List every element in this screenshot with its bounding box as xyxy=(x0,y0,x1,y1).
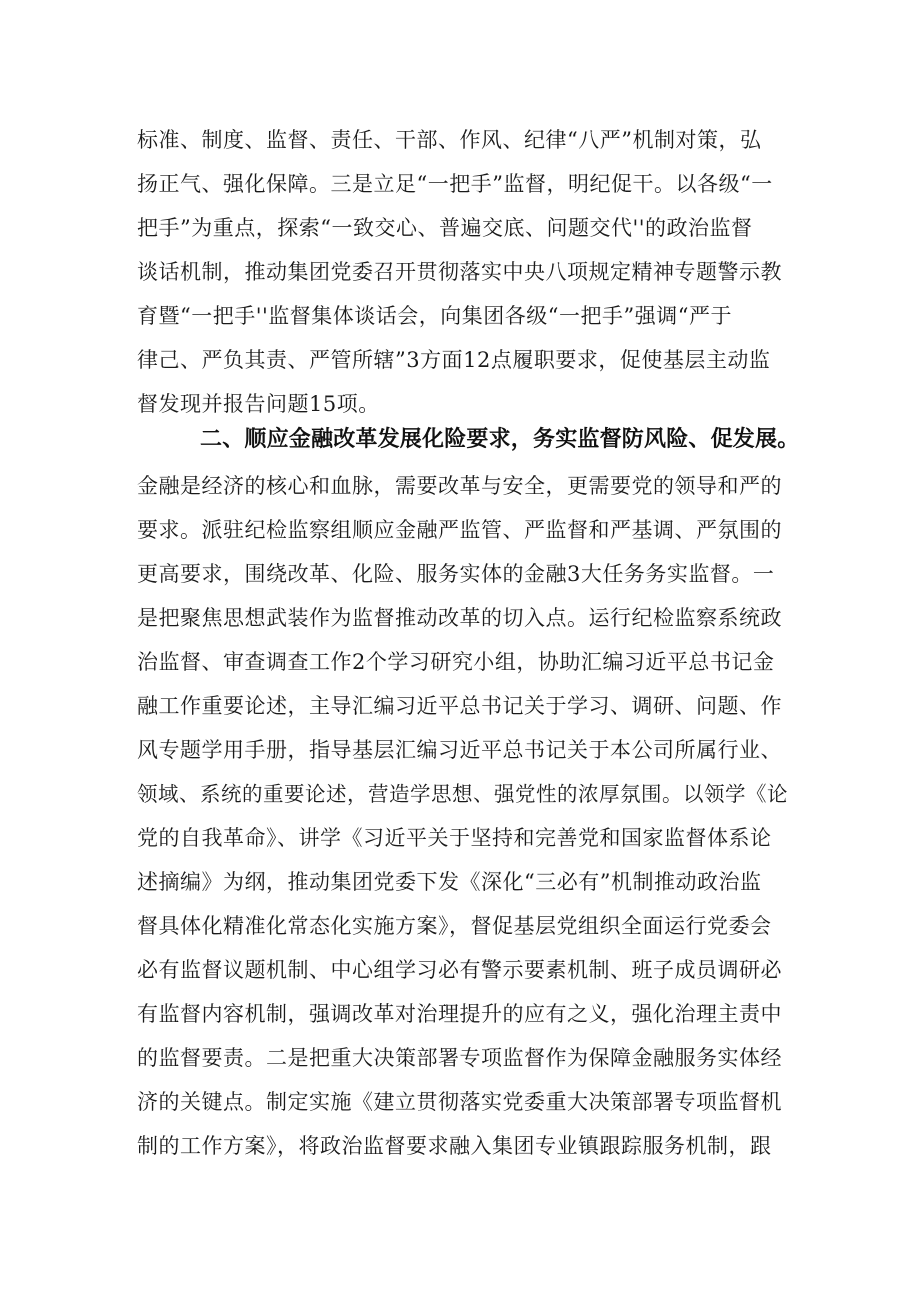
text-line: 更高要求，围绕改革、化险、服务实体的金融3大任务务实监督。一 xyxy=(137,562,775,586)
text-line: 督具体化精准化常态化实施方案》，督促基层党组织全面运行党委会 xyxy=(137,914,772,938)
text-line: 要求。派驻纪检监察组顺应金融严监管、严监督和严基调、严氛围的 xyxy=(137,518,782,542)
text-line: 把手”为重点，探索“一致交心、普遍交底、问题交代''的政治监督 xyxy=(137,216,753,240)
text-line: 融工作重要论述，主导汇编习近平总书记关于学习、调研、问题、作 xyxy=(137,694,782,718)
text-line: 金融是经济的核心和血脉，需要改革与安全，更需要党的领导和严的 xyxy=(137,474,782,498)
text-line: 是把聚焦思想武装作为监督推动改革的切入点。运行纪检监察系统政 xyxy=(137,606,782,630)
text-line: 风专题学用手册，指导基层汇编习近平总书记关于本公司所属行业、 xyxy=(137,738,782,762)
text-line: 谈话机制，推动集团党委召开贯彻落实中央八项规定精神专题警示教 xyxy=(137,260,782,284)
text-line: 治监督、审查调查工作2个学习研究小组，协助汇编习近平总书记金 xyxy=(137,650,775,674)
text-line: 党的自我革命》、讲学《习近平关于坚持和完善党和国家监督体系论 xyxy=(137,826,772,850)
text-line: 标准、制度、监督、责任、干部、作风、纪律“八严”机制对策，弘 xyxy=(137,128,762,152)
section-heading: 二、顺应金融改革发展化险要求，务实监督防风险、促发展。 xyxy=(200,427,800,452)
text-line: 扬正气、强化保障。三是立足“一把手”监督，明纪促干。以各级“一 xyxy=(137,172,773,196)
paragraph-1 xyxy=(137,118,797,426)
text-line: 济的关键点。制定实施《建立贯彻落实党委重大决策部署专项监督机 xyxy=(137,1090,782,1114)
text-line: 述摘编》为纲，推动集团党委下发《深化“三必有”机制推动政治监 xyxy=(137,870,762,894)
text-line: 必有监督议题机制、中心组学习必有警示要素机制、班子成员调研必 xyxy=(137,958,782,982)
paragraph-2 xyxy=(137,464,797,1168)
text-line: 督发现并报告问题15项。 xyxy=(137,392,380,416)
text-line: 的监督要责。二是把重大决策部署专项监督作为保障金融服务实体经 xyxy=(137,1046,782,1070)
text-line: 育暨“一把手''监督集体谈话会，向集团各级“一把手”强调“严于 xyxy=(137,304,732,328)
text-line: 领域、系统的重要论述，营造学思想、强党性的浓厚氛围。以领学《论 xyxy=(137,782,788,806)
text-line: 律己、严负其责、严管所辖”3方面12点履职要求，促使基层主动监 xyxy=(137,348,771,372)
text-line: 有监督内容机制，强调改革对治理提升的应有之义，强化治理主责中 xyxy=(137,1002,782,1026)
text-line: 制的工作方案》，将政治监督要求融入集团专业镇跟踪服务机制，跟 xyxy=(137,1134,772,1158)
